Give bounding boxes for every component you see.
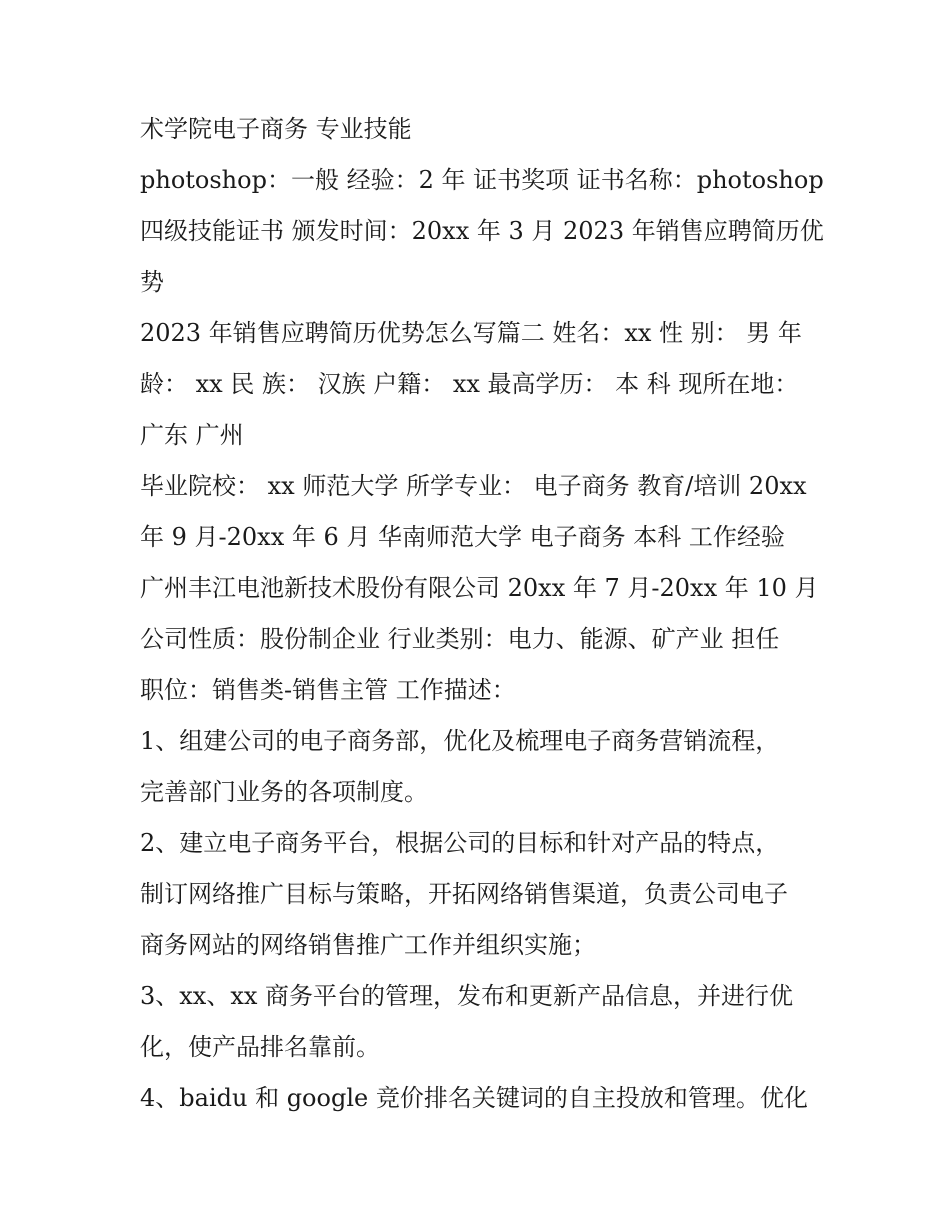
text-line: 3、xx、xx 商务平台的管理，发布和更新产品信息，并进行优 (140, 982, 794, 1010)
text-line: 势 (140, 268, 164, 296)
text-line: 2、建立电子商务平台，根据公司的目标和针对产品的特点， (140, 829, 780, 857)
text-line: 4、baidu 和 google 竞价排名关键词的自主投放和管理。优化 (140, 1084, 808, 1112)
text-line: 广东 广州 (140, 421, 244, 449)
text-line: photoshop：一般 经验：2 年 证书奖项 证书名称：photoshop (140, 166, 824, 194)
text-line: 广州丰江电池新技术股份有限公司 20xx 年 7 月-20xx 年 10 月 (140, 574, 819, 602)
text-line: 术学院电子商务 专业技能 (140, 115, 412, 143)
text-line: 化，使产品排名靠前。 (140, 1033, 380, 1061)
text-line: 龄： xx 民 族： 汉族 户籍： xx 最高学历： 本 科 现所在地： (140, 370, 799, 398)
text-line: 职位：销售类-销售主管 工作描述： (140, 676, 516, 704)
text-line: 商务网站的网络销售推广工作并组织实施； (140, 931, 596, 959)
text-line: 完善部门业务的各项制度。 (140, 778, 428, 806)
text-line: 2023 年销售应聘简历优势怎么写篇二 姓名：xx 性 别： 男 年 (140, 319, 802, 347)
text-line: 制订网络推广目标与策略，开拓网络销售渠道，负责公司电子 (140, 880, 788, 908)
text-line: 1、组建公司的电子商务部，优化及梳理电子商务营销流程， (140, 727, 780, 755)
text-line: 年 9 月-20xx 年 6 月 华南师范大学 电子商务 本科 工作经验 (140, 523, 785, 551)
text-line: 毕业院校： xx 师范大学 所学专业： 电子商务 教育/培训 20xx (140, 472, 807, 500)
text-line: 四级技能证书 颁发时间：20xx 年 3 月 2023 年销售应聘简历优 (140, 217, 824, 245)
text-line: 公司性质：股份制企业 行业类别：电力、能源、矿产业 担任 (140, 625, 780, 653)
